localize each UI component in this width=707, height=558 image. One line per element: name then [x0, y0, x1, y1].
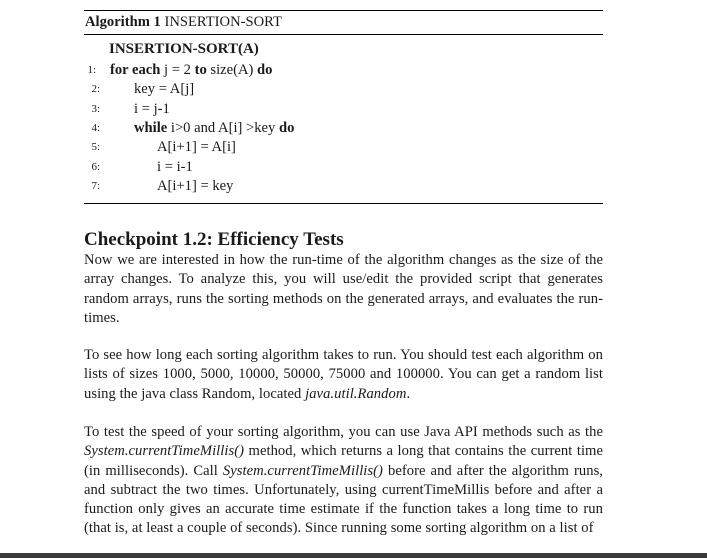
line-number: 2: — [91, 83, 100, 95]
algorithm-caption-label: Algorithm 1 — [85, 14, 161, 30]
code-text — [157, 138, 236, 157]
method-name: System.currentTimeMillis() — [84, 443, 245, 460]
algorithm-caption — [85, 13, 282, 31]
code-token: i = i-1 — [157, 159, 193, 175]
algorithm-top-rule — [84, 10, 603, 11]
section-heading: Checkpoint 1.2: Efficiency Tests — [84, 229, 344, 250]
algorithm-line — [0, 177, 620, 196]
keyword: do — [278, 120, 295, 136]
algorithm-caption-rule — [84, 34, 603, 35]
code-token: size(A) — [206, 62, 257, 78]
keyword: do — [257, 62, 273, 78]
algorithm-bottom-rule — [84, 203, 603, 204]
text-run: To test the speed of your sorting algorithm, you can use Java API methods such as the — [84, 424, 603, 440]
paragraph-intro-text: Now we are interested in how the run-time of the algorithm changes as the size of the array changes. To analyze this, you will use/edit the provided script that generates random arrays, runs the sorting methods on the generated arrays, and evaluates the run-times. — [84, 252, 603, 326]
algorithm-line — [0, 158, 620, 177]
text-run: To see how long each sorting algorithm takes to run. You should test each algorithm on lists of sizes 1000, 5000, 10000, 50000, 75000 and 100000. You can get a random list using the java class Random, located — [84, 347, 603, 402]
paragraph-intro — [84, 251, 603, 328]
keyword: to — [194, 62, 207, 78]
code-text — [134, 100, 170, 119]
line-number: 7: — [91, 180, 100, 192]
code-token: key = A[j] — [134, 81, 195, 97]
algorithm-line — [0, 100, 620, 119]
keyword: while — [134, 120, 168, 136]
procedure-name: INSERTION-SORT(A) — [109, 41, 259, 57]
code-token: A[i+1] = key — [157, 178, 234, 194]
method-name: System.currentTimeMillis() — [222, 462, 383, 479]
text-run: method, which returns a long that contains the current time (in milliseconds). Call — [84, 443, 603, 479]
keyword: for each — [110, 62, 161, 78]
window-bottom-edge — [0, 553, 707, 558]
code-text — [110, 61, 272, 80]
algorithm-caption-title: INSERTION-SORT — [164, 14, 282, 30]
paragraph-timing-text — [84, 423, 603, 539]
algorithm-line — [0, 61, 620, 80]
paragraph-test-sizes — [84, 346, 603, 404]
algorithm-line — [0, 80, 620, 99]
paragraph-test-sizes-text — [84, 346, 603, 404]
class-name: java.util.Random — [305, 385, 407, 402]
line-number: 4: — [91, 122, 100, 134]
code-token: i = j-1 — [134, 101, 170, 117]
line-number: 3: — [91, 103, 100, 115]
algorithm-line — [0, 138, 620, 157]
line-number: 5: — [91, 141, 100, 153]
code-text — [157, 177, 233, 196]
text-run: before and after the algorithm runs, and subtract the two times. Unfortunately, using currentTimeMillis before and after a function only gives an accurate time estimate if the function takes a long time to run (that is, at least a couple of seconds). Since running some sorting algorithm on a list of — [84, 462, 603, 537]
code-token: i>0 and A[i] >key — [167, 120, 279, 136]
code-text — [157, 158, 193, 177]
code-text — [134, 80, 194, 99]
algorithm-line — [0, 119, 620, 138]
code-token: j = 2 — [160, 62, 195, 78]
code-token: A[i+1] = A[i] — [157, 139, 236, 155]
paragraph-timing — [84, 423, 603, 539]
code-text — [134, 119, 294, 138]
line-number: 6: — [91, 161, 100, 173]
line-number: 1: — [87, 64, 96, 76]
text-run: . — [406, 385, 411, 402]
